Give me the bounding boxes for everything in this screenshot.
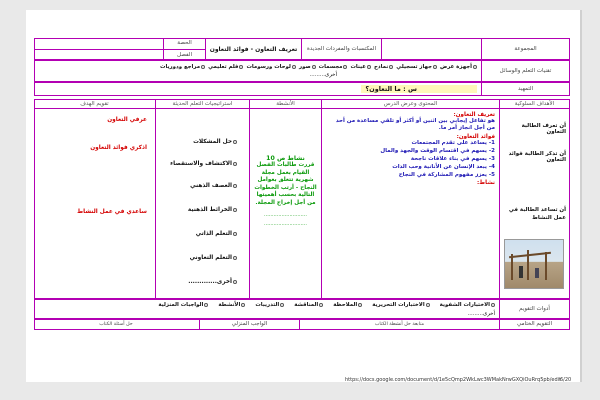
assessment-other: أخرى.........: [467, 311, 495, 317]
benefits-list: [326, 140, 495, 180]
strategy-label: العصف الذهني: [190, 183, 232, 189]
radio-circle-icon[interactable]: [233, 184, 237, 188]
resource-label: أجهزة عرض: [440, 64, 472, 70]
benefit-item: 1- يساعد على تقدم المجتمعات: [411, 139, 495, 146]
radio-circle-icon[interactable]: [201, 65, 205, 69]
radio-circle-icon[interactable]: [491, 303, 495, 307]
evaluation-3: ساعدي في عمل النشاط: [77, 209, 147, 215]
share-label: الحصة: [164, 39, 205, 50]
radio-circle-icon[interactable]: [367, 65, 371, 69]
benefit-item: 2- يسهم في اقتسام الوقت والجهد والمال: [380, 147, 495, 154]
radio-circle-icon[interactable]: [319, 303, 323, 307]
strategy-label: التعلم التعاوني: [189, 255, 232, 261]
radio-circle-icon[interactable]: [343, 65, 347, 69]
homework-label: الواجب المنزلي: [199, 320, 299, 330]
strategies-column: [155, 109, 249, 299]
resource-label: صور: [298, 64, 311, 70]
assessment-option[interactable]: [333, 302, 362, 308]
assessment-label: الأنشطة: [218, 302, 241, 308]
resources-label: تقنيات التعلم والوسائل: [481, 61, 569, 82]
strategy-option[interactable]: [190, 255, 237, 261]
radio-circle-icon[interactable]: [389, 65, 393, 69]
radio-circle-icon[interactable]: [312, 65, 316, 69]
intro-row: [34, 82, 570, 96]
radio-circle-icon[interactable]: [358, 303, 362, 307]
assessment-option[interactable]: [372, 302, 429, 308]
evaluation-1: عرفي التعاون: [107, 117, 147, 123]
assessment-option[interactable]: [158, 302, 208, 308]
strategy-option[interactable]: [190, 183, 237, 189]
lesson-table: [34, 99, 570, 299]
assessment-items: [37, 302, 495, 317]
radio-circle-icon[interactable]: [426, 303, 430, 307]
assessment-label: الملاحظة: [333, 302, 358, 308]
knowledge-label: المكتسبات والمفردات الجديدة: [301, 39, 381, 60]
activity-label: نشاط:: [477, 179, 495, 186]
resource-option[interactable]: [246, 64, 296, 70]
assessment-label: الاختبارات الشفوية: [439, 302, 490, 308]
assessment-label: الواجبات المنزلية: [158, 302, 204, 308]
resources-other: أخرى.........: [309, 72, 337, 78]
col-content-header: المحتوى وعرض الدرس: [321, 100, 499, 109]
radio-circle-icon[interactable]: [233, 280, 237, 284]
assessment-option[interactable]: [294, 302, 323, 308]
col-evaluation-header: تقويم الهدف: [34, 100, 155, 109]
resource-option[interactable]: [319, 64, 348, 70]
resources-list: [37, 64, 477, 78]
radio-circle-icon[interactable]: [473, 65, 477, 69]
resource-label: لوحات ورسومات: [246, 64, 291, 70]
strategy-option[interactable]: [170, 161, 237, 167]
radio-circle-icon[interactable]: [233, 162, 237, 166]
class-label: الفصل: [177, 51, 192, 58]
col-activities-header: الأنشطة: [249, 100, 321, 109]
benefit-item: 3- يسهم في بناء علاقات ناجحة: [410, 155, 495, 162]
benefits-title: فوائد التعاون:: [456, 133, 495, 140]
resources-row: [34, 60, 570, 82]
col-objectives-header: الأهداف السلوكية: [499, 100, 569, 109]
radio-circle-icon[interactable]: [292, 65, 296, 69]
share-values: [34, 39, 163, 60]
strategy-option[interactable]: [193, 139, 237, 145]
group-label: المجموعة: [481, 39, 569, 60]
strategy-label: حل المشكلات: [193, 139, 232, 145]
assessment-label: التدريبات: [255, 302, 280, 308]
resource-option[interactable]: [396, 64, 437, 70]
intro-label: التمهيد: [481, 83, 569, 96]
radio-circle-icon[interactable]: [233, 232, 237, 236]
final-label: التقويم الختامي: [499, 320, 569, 330]
assessment-label: المناقشة: [294, 302, 319, 308]
resource-option[interactable]: [350, 64, 371, 70]
strategy-option[interactable]: [188, 207, 237, 213]
resource-label: جهاز تسجيلي: [396, 64, 432, 70]
activities-column: [249, 109, 321, 299]
radio-circle-icon[interactable]: [433, 65, 437, 69]
content-column: [321, 109, 499, 299]
intro-text: س : ما التعاون؟: [361, 85, 477, 93]
share-labels: [163, 39, 205, 60]
activity-dots-2: ...........................: [264, 221, 307, 228]
radio-circle-icon[interactable]: [233, 208, 237, 212]
resource-label: مجسمات: [318, 64, 343, 70]
assessment-option[interactable]: [218, 302, 245, 308]
resource-label: عينات: [350, 64, 366, 70]
resource-option[interactable]: [208, 64, 243, 70]
radio-circle-icon[interactable]: [280, 303, 284, 307]
final-text: متابعة حل أنشطة الكتاب: [299, 320, 499, 330]
strategy-label: الخرائط الذهنية: [187, 207, 232, 213]
page-number: 6/20: [560, 377, 572, 383]
assessment-label: الاختبارات التحريرية: [372, 302, 425, 308]
resource-option[interactable]: [440, 64, 477, 70]
resource-label: نماذج: [373, 64, 389, 70]
definition-title: تعريف التعاون:: [453, 112, 495, 118]
resource-label: فلم تعليمي: [208, 64, 239, 70]
assessment-option[interactable]: [255, 302, 284, 308]
radio-circle-icon[interactable]: [241, 303, 245, 307]
final-row: [34, 319, 570, 330]
benefit-item: 5- يعزز مفهوم المشاركة في النجاح: [398, 171, 495, 178]
strategy-option[interactable]: [188, 279, 237, 285]
strategy-option[interactable]: [196, 231, 237, 237]
benefit-item: 4- يبعد الإنسان عن الأنانية وحب الذات: [392, 163, 495, 170]
definition-text: هو تفاعل إيجابي بين اثنين أو أكثر أو تلقي مساعدة من أحد من أجل انجاز أمر ما.: [335, 118, 495, 132]
activity-title: نشاط ص 10: [266, 155, 305, 162]
strategy-label: أخرى.............: [188, 279, 232, 285]
url-text: https://docs.google.com/document/d/1e5cQmp2WkLwc3WMakNrwGXQiOuRrq5pb/edit: [345, 377, 562, 383]
col-strategies-header: استراتيجيات التعلم الحديثة: [155, 100, 249, 109]
homework-text: حل أسئلة الكتاب: [99, 322, 133, 328]
resources-checkboxes: [37, 64, 477, 70]
activity-text: قررت طالبات الفصل القيام بعمل مجلة شهرية تتعلق بعوامل النجاح - أرتب الخطوات التالية بحسب أهميتها من أجل إخراج المجلة.: [254, 162, 317, 206]
objective-3: أن تساعد الطالبة في عمل النشاط: [508, 207, 566, 221]
radio-circle-icon[interactable]: [239, 65, 243, 69]
radio-circle-icon[interactable]: [233, 256, 237, 260]
resource-option[interactable]: [160, 64, 205, 70]
header-table: [34, 38, 570, 60]
evaluation-2: اذكري فوائد التعاون: [90, 145, 147, 151]
activity-photo: [504, 239, 564, 289]
radio-circle-icon[interactable]: [233, 140, 237, 144]
document-page: [26, 10, 582, 382]
strategy-label: التعلم الذاتي: [195, 231, 232, 237]
resource-label: مراجع ودوريات: [160, 64, 201, 70]
objective-2: أن تذكر الطالبة فوائد التعاون: [508, 151, 566, 163]
resource-option[interactable]: [374, 64, 393, 70]
resource-option[interactable]: [299, 64, 316, 70]
assessment-checkboxes: [37, 302, 495, 308]
activity-dots-1: ...........................: [264, 212, 307, 219]
assessment-row: [34, 299, 570, 319]
topic-value: تعريف التعاون - فوائد التعاون: [205, 39, 301, 60]
evaluation-column: [34, 109, 155, 299]
tools-label: أدوات التقويم: [499, 300, 569, 319]
strategy-label: الاكتشاف والاستقصاء: [170, 161, 232, 167]
group-value: [381, 39, 481, 60]
objectives-column: [499, 109, 569, 299]
radio-circle-icon[interactable]: [204, 303, 208, 307]
assessment-option[interactable]: [440, 302, 495, 308]
objective-1: أن تعرف الطالبة التعاون: [521, 123, 566, 135]
